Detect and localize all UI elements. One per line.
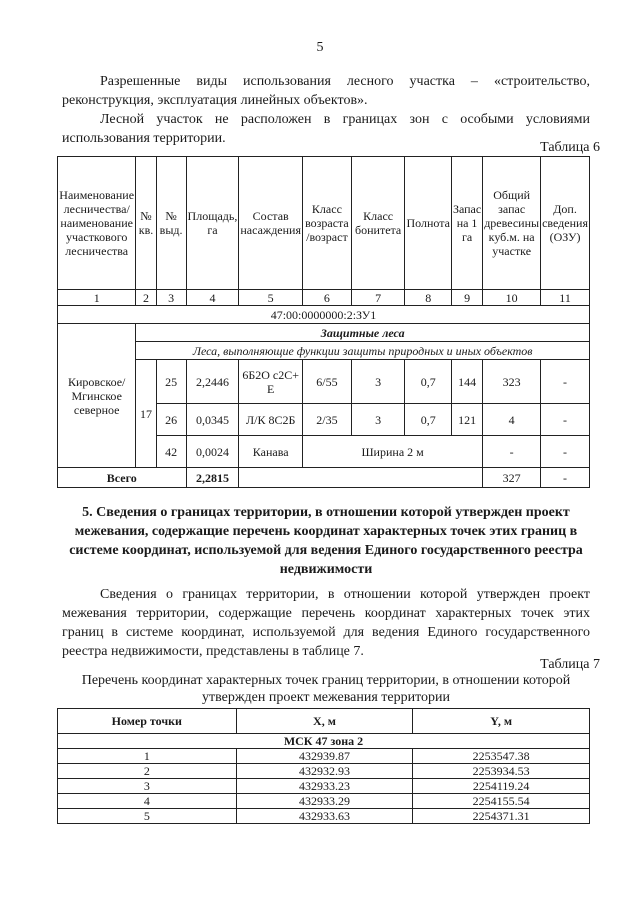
cell-vyd: 26 <box>156 404 186 436</box>
table7-header-row <box>58 709 590 734</box>
point-number: 4 <box>58 794 237 809</box>
cell-zapas: 121 <box>451 404 482 436</box>
point-y: 2254155.54 <box>413 794 590 809</box>
section5-paragraph: Сведения о границах территории, в отношении которой утвержден проект межевания территории, содержащие перечень координат характерных точек этих границ в системе координат, используемой для ведения Единого государственного реестра недвижимости, представлены в таблице 7. <box>62 587 590 659</box>
total-label: Всего <box>58 468 187 488</box>
column-number: 5 <box>239 290 303 306</box>
coordinates-table <box>57 708 590 824</box>
cell-age: 2/35 <box>303 404 352 436</box>
header-cell: Состав насаждения <box>239 157 303 290</box>
header-cell: Класс бонитета <box>351 157 405 290</box>
table-row <box>58 360 590 404</box>
point-x: 432939.87 <box>236 749 413 764</box>
header-cell: Доп. сведения (ОЗУ) <box>541 157 590 290</box>
cell-vyd: 42 <box>156 436 186 468</box>
header-cell: Номер точки <box>58 709 237 734</box>
point-y: 2253547.38 <box>413 749 590 764</box>
cell-polnota: 0,7 <box>405 404 451 436</box>
cell-ozu: - <box>541 404 590 436</box>
table6-number-row <box>58 290 590 306</box>
table6-header-row <box>58 157 590 290</box>
point-x: 432932.93 <box>236 764 413 779</box>
point-number: 2 <box>58 764 237 779</box>
table-row <box>58 809 590 824</box>
cell-total: 4 <box>483 404 541 436</box>
header-cell: № выд. <box>156 157 186 290</box>
column-number: 10 <box>483 290 541 306</box>
table7-title: Перечень координат характерных точек границ территории, в отношении которой утвержден проект межевания территории <box>81 673 571 705</box>
column-number: 6 <box>303 290 352 306</box>
column-number: 9 <box>451 290 482 306</box>
table7-caption: Таблица 7 <box>540 657 600 672</box>
table-row <box>58 764 590 779</box>
cell-width: Ширина 2 м <box>303 436 483 468</box>
cell-composition: 6Б2О с2С+ Е <box>239 360 303 404</box>
paragraph-allowed-use: Разрешенные виды использования лесного участка – «строительство, реконструкция, эксплуатация линейных объектов». <box>62 74 590 108</box>
paragraph-special-zones: Лесной участок не расположен в границах зон с особыми условиями использования территории. <box>62 112 590 146</box>
forest-plot-table <box>57 156 590 488</box>
cell-composition: Л/К 8С2Б <box>239 404 303 436</box>
header-cell: Y, м <box>413 709 590 734</box>
total-ozu: - <box>541 468 590 488</box>
cell-zapas: 144 <box>451 360 482 404</box>
section5-title: 5. Сведения о границах территории, в отношении которой утвержден проект межевания, содержащие перечень координат характерных точек этих границ в системе координат, используемой для ведения Единого государственного реестра недвижимости <box>69 505 583 577</box>
column-number: 8 <box>405 290 451 306</box>
total-empty <box>239 468 483 488</box>
header-cell: Наименование лесничества/ наименование участкового лесничества <box>58 157 136 290</box>
table-row <box>58 749 590 764</box>
quarter-number: 17 <box>136 360 156 468</box>
column-number: 11 <box>541 290 590 306</box>
forestry-name: Кировское/ Мгинское северное <box>58 324 136 468</box>
point-x: 432933.23 <box>236 779 413 794</box>
cell-composition: Канава <box>239 436 303 468</box>
coordinate-system: МСК 47 зона 2 <box>58 734 590 749</box>
column-number: 4 <box>186 290 239 306</box>
table6-total-row <box>58 468 590 488</box>
cadastral-number: 47:00:0000000:2:ЗУ1 <box>58 306 590 324</box>
point-y: 2254371.31 <box>413 809 590 824</box>
column-number: 1 <box>58 290 136 306</box>
table6-caption: Таблица 6 <box>540 140 600 155</box>
total-area: 2,2815 <box>186 468 239 488</box>
total-volume: 327 <box>483 468 541 488</box>
point-number: 3 <box>58 779 237 794</box>
table-row <box>58 779 590 794</box>
protective-forest-label: Защитные леса <box>136 324 590 342</box>
table-row <box>58 794 590 809</box>
column-number: 7 <box>351 290 405 306</box>
header-cell: X, м <box>236 709 413 734</box>
cell-area: 2,2446 <box>186 360 239 404</box>
header-cell: Площадь, га <box>186 157 239 290</box>
cell-bonitet: 3 <box>351 360 405 404</box>
point-x: 432933.29 <box>236 794 413 809</box>
cell-area: 0,0024 <box>186 436 239 468</box>
column-number: 2 <box>136 290 156 306</box>
protective-forest-sublabel: Леса, выполняющие функции защиты природных и иных объектов <box>136 342 590 360</box>
cell-vyd: 25 <box>156 360 186 404</box>
cell-polnota: 0,7 <box>405 360 451 404</box>
cell-area: 0,0345 <box>186 404 239 436</box>
point-number: 5 <box>58 809 237 824</box>
point-x: 432933.63 <box>236 809 413 824</box>
header-cell: Запас на 1 га <box>451 157 482 290</box>
cell-total: - <box>483 436 541 468</box>
header-cell: № кв. <box>136 157 156 290</box>
header-cell: Класс возраста /возраст <box>303 157 352 290</box>
column-number: 3 <box>156 290 186 306</box>
cell-bonitet: 3 <box>351 404 405 436</box>
header-cell: Полнота <box>405 157 451 290</box>
cell-age: 6/55 <box>303 360 352 404</box>
header-cell: Общий запас древесины куб.м. на участке <box>483 157 541 290</box>
point-y: 2253934.53 <box>413 764 590 779</box>
cell-ozu: - <box>541 436 590 468</box>
page-number: 5 <box>316 40 324 55</box>
cell-ozu: - <box>541 360 590 404</box>
cell-total: 323 <box>483 360 541 404</box>
point-number: 1 <box>58 749 237 764</box>
point-y: 2254119.24 <box>413 779 590 794</box>
